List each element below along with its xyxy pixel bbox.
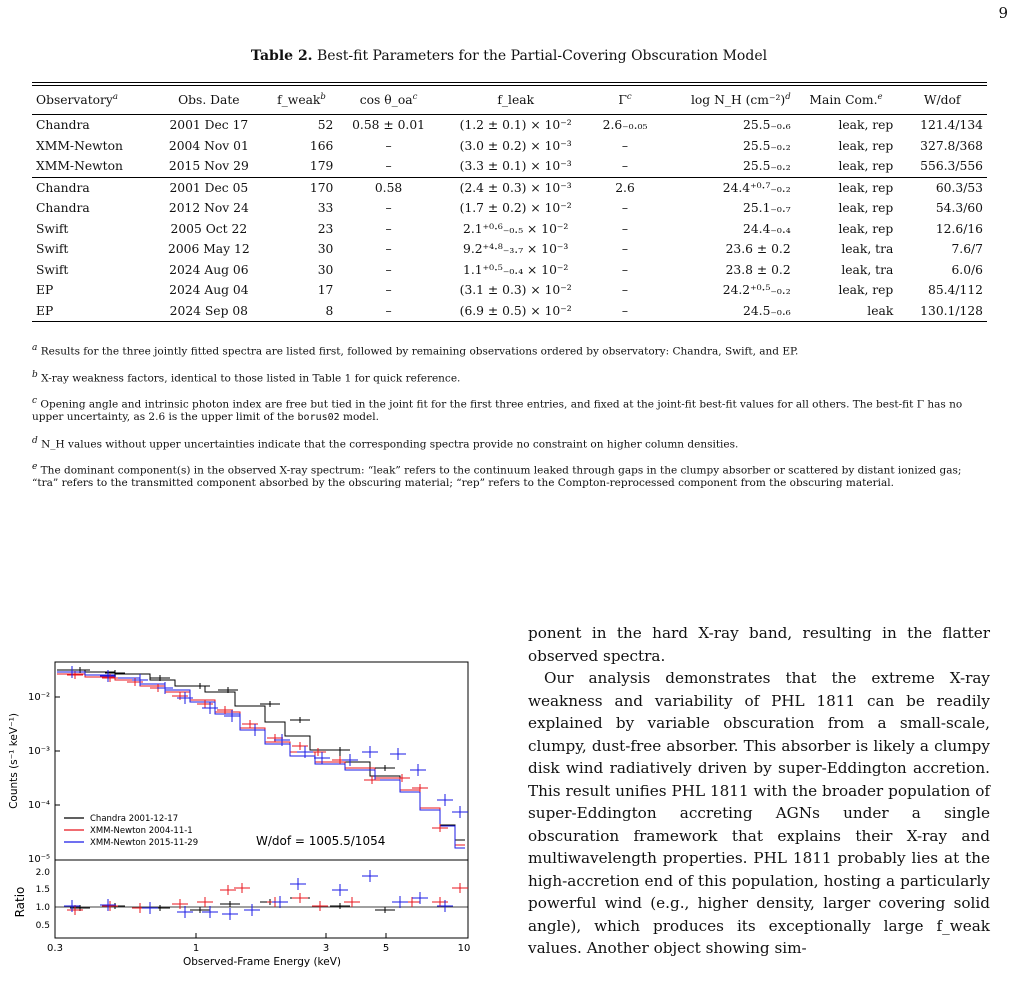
table-note-b: $^b$ X-ray weakness factors, identical to those listed in Table 1 for quick reference. [32,369,461,384]
cell-cos-theta: 0.58 ± 0.01 [352,118,425,133]
cell-observatory: XMM-Newton [36,138,123,153]
cell-obs-date: 2001 Dec 17 [169,118,249,133]
table-body [32,115,987,322]
cell-f-weak: 166 [309,138,334,153]
y-axis-label-bottom: Ratio [13,886,27,918]
table-caption-text: Best-fit Parameters for the Partial-Covering Obscuration Model [317,48,768,64]
cell-obs-date: 2001 Dec 05 [152,177,265,198]
cell-main-com: leak, tra [841,262,894,277]
cell-observatory: Swift [36,242,69,257]
header-f-leak: f_leak [440,86,592,115]
spectra-plot [0,640,490,989]
cell-log-nh: 24.4⁺⁰·⁷₋₀.₂ [658,177,794,198]
legend-label-0: Chandra 2001-12-17 [90,814,179,824]
cell-gamma: – [592,301,659,322]
header-cos-theta: $\cos \theta\_oa^c$ [337,86,439,115]
cell-cos-theta: – [385,283,392,298]
legend-label-1: XMM-Newton 2004-11-1 [90,826,193,836]
y-tick-top-2: 10⁻⁴ [27,800,50,811]
table-row [32,177,987,198]
table-row [32,301,987,322]
table-header-row [32,86,987,115]
cell-f-weak: 23 [317,221,334,236]
cell-log-nh: 25.5₋₀.₂ [743,138,791,153]
cell-f-leak: 1.1⁺⁰·⁵₋₀.₄ × 10⁻² [463,262,569,277]
cell-observatory: Chandra [32,177,152,198]
table-note-d: $^d$ N_H values without upper uncertainties indicate that the corresponding spectra provide no constraint on higher column densities. [32,435,739,450]
cell-w-dof: 130.1/128 [897,301,987,322]
body-paragraph-1: ponent in the hard X-ray band, resulting in the flatter observed spectra. [528,624,990,665]
cell-observatory: Swift [36,221,69,236]
table-row [32,219,987,240]
cell-obs-date: 2004 Nov 01 [168,138,249,153]
cell-observatory: XMM-Newton [36,159,123,174]
cell-observatory: Chandra [36,201,90,216]
cell-gamma: 2.6₋₀.₀₅ [602,118,648,133]
legend [64,814,198,848]
x-tick-1: 1 [192,943,200,954]
cell-f-leak: (3.3 ± 0.1) × 10⁻³ [459,159,572,174]
cell-gamma: – [621,201,629,216]
header-obs-date: Obs. Date [152,86,265,115]
header-w-dof: W/dof [897,86,987,115]
data-points [64,666,468,920]
cell-gamma: – [621,221,629,236]
parameters-table [32,86,987,322]
header-main-com: Main Com.$^e$ [795,86,898,115]
parameters-table-container [32,82,987,322]
cell-gamma: – [621,262,629,277]
cell-obs-date: 2012 Nov 24 [168,201,249,216]
cell-main-com: leak, rep [838,221,894,236]
cell-gamma: 2.6 [592,177,659,198]
table-note-c: $^c$ Opening angle and intrinsic photon index are free but tied in the joint fit for the first three entries, and fixed at the joint-fit best-fit values for all others. The best-fit Γ has no upper uncertainty, as 2.6 is the upper limit of the borus02 model. [32,396,963,423]
cell-observatory: EP [36,283,54,298]
fit-annotation: W/dof = 1005.5/1054 [256,834,386,848]
cell-f-leak: (2.4 ± 0.3) × 10⁻³ [440,177,592,198]
bottom-panel-frame [55,860,468,938]
cell-cos-theta: – [385,201,392,216]
cell-f-weak: 170 [266,177,338,198]
cell-obs-date: 2005 Oct 22 [170,221,248,236]
table-row [32,280,987,301]
table-caption [0,48,1018,64]
cell-f-leak: (3.0 ± 0.2) × 10⁻³ [459,138,572,153]
cell-main-com: leak, rep [838,138,894,153]
cell-f-weak: 17 [317,283,334,298]
cell-main-com: leak, rep [838,159,894,174]
header-log-nh: log N_H $(cm^{-2})^d$ [658,86,794,115]
cell-gamma: – [621,159,629,174]
cell-f-weak: 30 [317,242,334,257]
table-caption-label: Table 2. [250,48,313,64]
cell-obs-date: 2024 Aug 06 [169,262,249,277]
cell-observatory: EP [32,301,152,322]
cell-log-nh: 23.6 ± 0.2 [725,242,791,257]
cell-w-dof: 6.0/6 [951,262,983,277]
cell-w-dof: 54.3/60 [935,201,983,216]
cell-w-dof: 7.6/7 [951,242,983,257]
legend-label-2: XMM-Newton 2015-11-29 [90,838,199,848]
cell-w-dof: 556.3/556 [920,159,983,174]
cell-f-weak: 33 [317,201,334,216]
cell-obs-date: 2015 Nov 29 [168,159,249,174]
cell-log-nh: 23.8 ± 0.2 [725,262,791,277]
cell-gamma: – [621,242,629,257]
cell-main-com: leak, rep [838,118,894,133]
cell-w-dof: 60.3/53 [897,177,987,198]
cell-cos-theta: – [337,301,439,322]
table-row [32,115,987,136]
header-f-weak: f_weak$^b$ [266,86,338,115]
cell-observatory: Swift [36,262,69,277]
cell-log-nh: 25.1₋₀.₇ [743,201,791,216]
cell-log-nh: 24.4₋₀.₄ [743,221,791,236]
x-axis-label: Observed-Frame Energy (keV) [183,956,341,968]
table-row [32,198,987,219]
cell-cos-theta: 0.58 [337,177,439,198]
cell-log-nh: 25.5₋₀.₂ [743,159,791,174]
cell-w-dof: 121.4/134 [920,118,983,133]
cell-gamma: – [621,138,629,153]
cell-f-leak: (1.2 ± 0.1) × 10⁻² [459,118,572,133]
cell-w-dof: 12.6/16 [935,221,983,236]
table-notes [32,342,987,500]
cell-f-leak: 9.2⁺⁴·⁸₋₃.₇ × 10⁻³ [463,242,569,257]
table-note-a: $^a$ Results for the three jointly fitted spectra are listed first, followed by remaining observations ordered by observatory: Chandra, Swift, and EP. [32,343,799,358]
cell-f-weak: 52 [317,118,334,133]
table-row [32,239,987,260]
cell-log-nh: 24.2⁺⁰·⁵₋₀.₂ [722,283,791,298]
y-tick-top-1: 10⁻³ [27,746,50,757]
table-row [32,136,987,157]
cell-observatory: Chandra [36,118,90,133]
y-tick-bottom-3: 0.5 [35,921,50,931]
y-tick-bottom-0: 2.0 [35,868,50,878]
cell-obs-date: 2006 May 12 [168,242,250,257]
table-row [32,156,987,177]
cell-obs-date: 2024 Aug 04 [169,283,249,298]
body-paragraph-2: Our analysis demonstrates that the extreme X-ray weakness and variability of PHL 1811 can be readily explained by variable obscuration from a small-scale, clumpy, dust-free absorber. This absorber is likely a clumpy disk wind radiatively driven by super-Eddington accretion. This result unifies PHL 1811 with the broader population of super-Eddington accreting AGNs under a single obscuration framework that explains their X-ray and multiwavelength properties. PHL 1811 probably lies at the high-accretion end of this population, hosting a particularly powerful wind (e.g., higher density, larger covering solid angle), which produces its exceptionally large f_weak values. Another object showing sim- [528,669,990,957]
y-axis-label-top: Counts (s⁻¹ keV⁻¹) [8,713,20,809]
body-text [528,622,990,960]
cell-cos-theta: – [385,221,392,236]
table-row [32,260,987,281]
cell-gamma: – [621,283,629,298]
cell-main-com: leak [795,301,898,322]
cell-cos-theta: – [385,138,392,153]
spectra-figure [0,640,490,989]
cell-log-nh: 25.5₋₀.₆ [743,118,791,133]
y-tick-bottom-2: 1.0 [35,903,50,913]
x-tick-3: 5 [382,943,390,954]
cell-w-dof: 85.4/112 [928,283,983,298]
cell-main-com: leak, rep [838,201,894,216]
cell-main-com: leak, rep [795,177,898,198]
cell-main-com: leak, rep [838,283,894,298]
cell-w-dof: 327.8/368 [920,138,983,153]
cell-cos-theta: – [385,262,392,277]
cell-log-nh: 24.5₋₀.₆ [658,301,794,322]
cell-main-com: leak, tra [841,242,894,257]
cell-f-weak: 179 [309,159,334,174]
y-tick-bottom-1: 1.5 [35,885,50,895]
cell-f-leak: (6.9 ± 0.5) × 10⁻² [440,301,592,322]
cell-f-leak: 2.1⁺⁰·⁶₋₀.₅ × 10⁻² [463,221,569,236]
cell-f-leak: (3.1 ± 0.3) × 10⁻² [459,283,572,298]
y-tick-top-3: 10⁻⁵ [27,854,50,865]
cell-f-leak: (1.7 ± 0.2) × 10⁻² [459,201,572,216]
cell-cos-theta: – [385,242,392,257]
table-note-e: $^e$ The dominant component(s) in the observed X-ray spectrum: “leak” refers to the continuum leaked through gaps in the clumpy absorber or scattered by distant ionized gas; “tra” refers to the transmitted component absorbed by the obscuring material; “rep” refers to the Compton-reprocessed component from the obscuring material. [32,462,962,489]
x-tick-0: 0.3 [47,943,63,954]
cell-f-weak: 8 [266,301,338,322]
cell-cos-theta: – [385,159,392,174]
cell-f-weak: 30 [317,262,334,277]
page-number: 9 [998,4,1008,22]
header-gamma: $\Gamma^c$ [592,86,659,115]
x-tick-4: 10 [457,943,471,954]
x-tick-2: 3 [322,943,330,954]
header-observatory: Observatory$^a$ [32,86,152,115]
y-tick-top-0: 10⁻² [27,692,50,703]
cell-obs-date: 2024 Sep 08 [152,301,265,322]
